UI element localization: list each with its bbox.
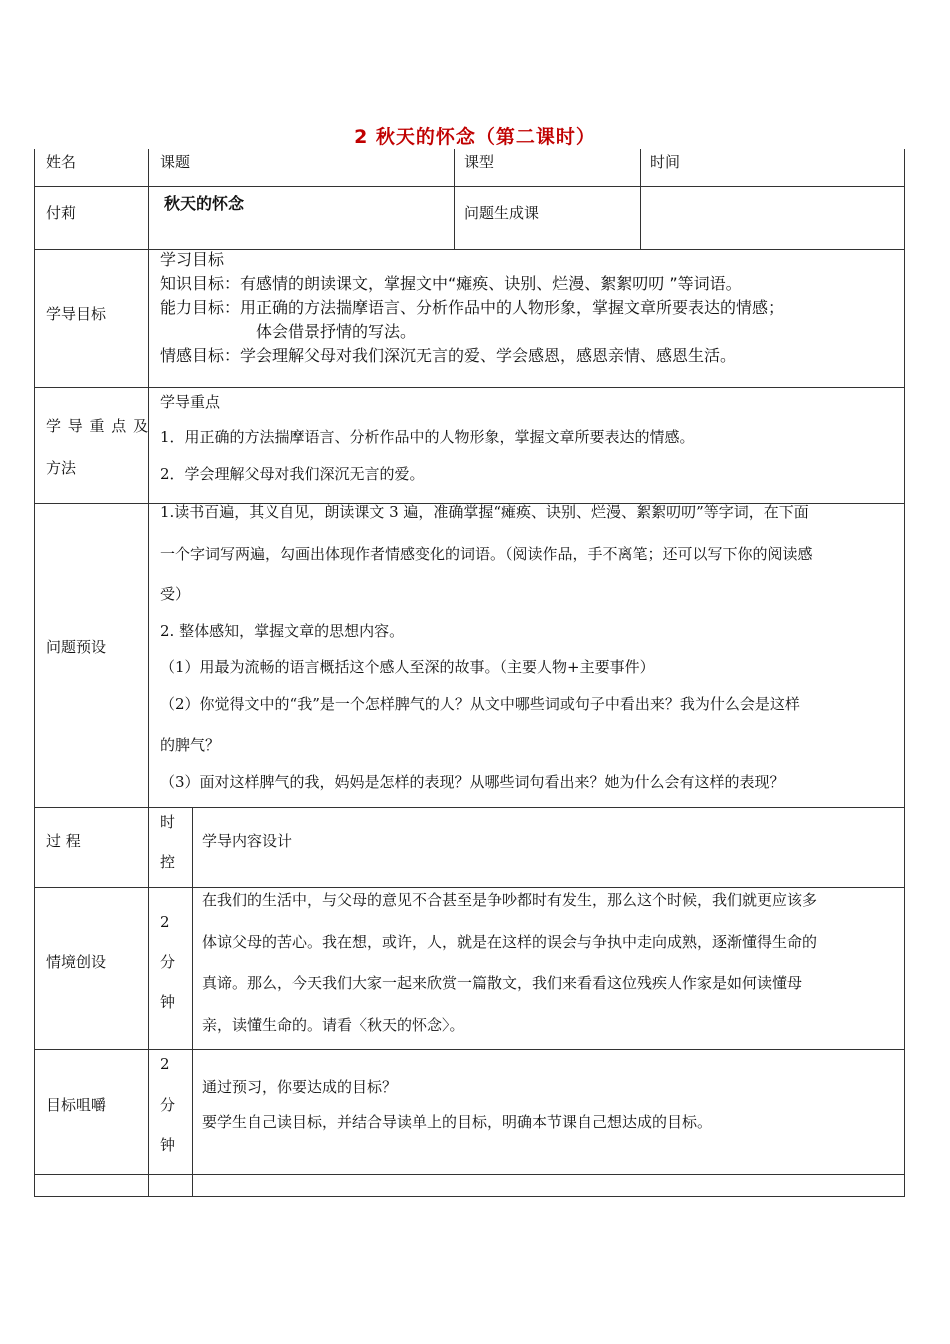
question-text: （2）你觉得文中的“我”是一个怎样脾气的人？从文中哪些词或句子中看出来？我为什么会是这样 [160, 695, 800, 713]
situation-time: 钟 [160, 993, 176, 1011]
topic-label: 课题 [160, 153, 191, 171]
questions-label: 问题预设 [46, 638, 107, 656]
goals-content [160, 248, 784, 368]
keypoints-label-1: 学 导 重 点 及 [46, 417, 150, 435]
question-text: （3）面对这样脾气的我，妈妈是怎样的表现？从哪些词句看出来？她为什么会有这样的表现？ [160, 773, 785, 791]
lesson-type-value: 问题生成课 [464, 204, 540, 222]
target-time: 钟 [160, 1136, 176, 1154]
column-divider [192, 807, 193, 1196]
question-text: 2. 整体感知，掌握文章的思想内容。 [160, 622, 405, 640]
row-divider [34, 186, 905, 187]
table-left-border [34, 149, 35, 1196]
question-text: 的脾气？ [160, 736, 221, 754]
process-label: 过 程 [46, 832, 81, 850]
row-divider [34, 807, 905, 808]
knowledge-goal: 知识目标：有感情的朗读课文，掌握文中“瘫痪、诀别、烂漫、絮絮叨叨 ”等词语。 [160, 274, 742, 293]
situation-text: 在我们的生活中，与父母的意见不合甚至是争吵都时有发生，那么这个时候，我们就更应该多 [202, 891, 818, 909]
content-design-heading: 学导内容设计 [202, 832, 293, 850]
situation-time: 2 [160, 913, 170, 931]
keypoints-label-2: 方法 [46, 459, 77, 477]
time-label: 时间 [650, 153, 681, 171]
keypoint-item: 2．学会理解父母对我们深沉无言的爱。 [160, 465, 425, 483]
time-control-label: 控 [160, 853, 176, 871]
emotion-goal: 情感目标：学会理解父母对我们深沉无言的爱、学会感恩，感恩亲情、感恩生活。 [160, 346, 737, 365]
column-divider [454, 149, 455, 249]
topic-value: 秋天的怀念 [164, 194, 245, 213]
page-title: 2 秋天的怀念（第二课时） [354, 126, 596, 148]
question-text: 受） [160, 585, 191, 603]
situation-text: 真谛。那么，今天我们大家一起来欣赏一篇散文，我们来看看这位残疾人作家是如何读懂母 [202, 974, 803, 992]
target-label: 目标咀嚼 [46, 1096, 107, 1114]
row-divider [34, 1174, 905, 1175]
ability-goal: 能力目标：用正确的方法揣摩语言、分析作品中的人物形象，掌握文章所要表达的情感； [160, 298, 785, 317]
target-time: 分 [160, 1096, 176, 1114]
column-divider [640, 149, 641, 249]
table-right-border [904, 149, 905, 1196]
ability-goal-cont: 体会借景抒情的写法。 [256, 322, 417, 341]
goals-label: 学导目标 [46, 305, 107, 323]
row-divider [34, 387, 905, 388]
table-bottom-border [34, 1196, 905, 1197]
teacher-name: 付莉 [46, 204, 77, 222]
situation-text: 亲，读懂生命的。请看〈秋天的怀念〉。 [202, 1016, 465, 1034]
situation-text: 体谅父母的苦心。我在想，或许，人，就是在这样的误会与争执中走向成熟，逐渐懂得生命的 [202, 933, 818, 951]
name-label: 姓名 [46, 153, 77, 171]
row-divider [34, 887, 905, 888]
lesson-plan-table [34, 149, 905, 1196]
situation-time: 分 [160, 953, 176, 971]
column-divider [148, 149, 149, 1196]
time-control-label: 时 [160, 813, 176, 831]
target-time: 2 [160, 1055, 170, 1073]
question-text: 一个字词写两遍，勾画出体现作者情感变化的词语。（阅读作品，手不离笔；还可以写下你的阅读感 [160, 545, 813, 563]
keypoints-heading: 学导重点 [160, 393, 221, 411]
question-text: （1）用最为流畅的语言概括这个感人至深的故事。（主要人物+主要事件） [160, 658, 655, 676]
row-divider [34, 1049, 905, 1050]
question-text: 1.读书百遍，其义自见，朗读课文 3 遍，准确掌握“瘫痪、诀别、烂漫、絮絮叨叨”等字词，在下面 [160, 503, 809, 521]
target-text: 要学生自己读目标，并结合导读单上的目标，明确本节课自己想达成的目标。 [202, 1113, 713, 1131]
situation-label: 情境创设 [46, 953, 107, 971]
target-text: 通过预习，你要达成的目标？ [202, 1078, 398, 1096]
keypoint-item: 1．用正确的方法揣摩语言、分析作品中的人物形象，掌握文章所要表达的情感。 [160, 428, 695, 446]
goals-heading: 学习目标 [160, 250, 225, 269]
type-label: 课型 [464, 153, 495, 171]
